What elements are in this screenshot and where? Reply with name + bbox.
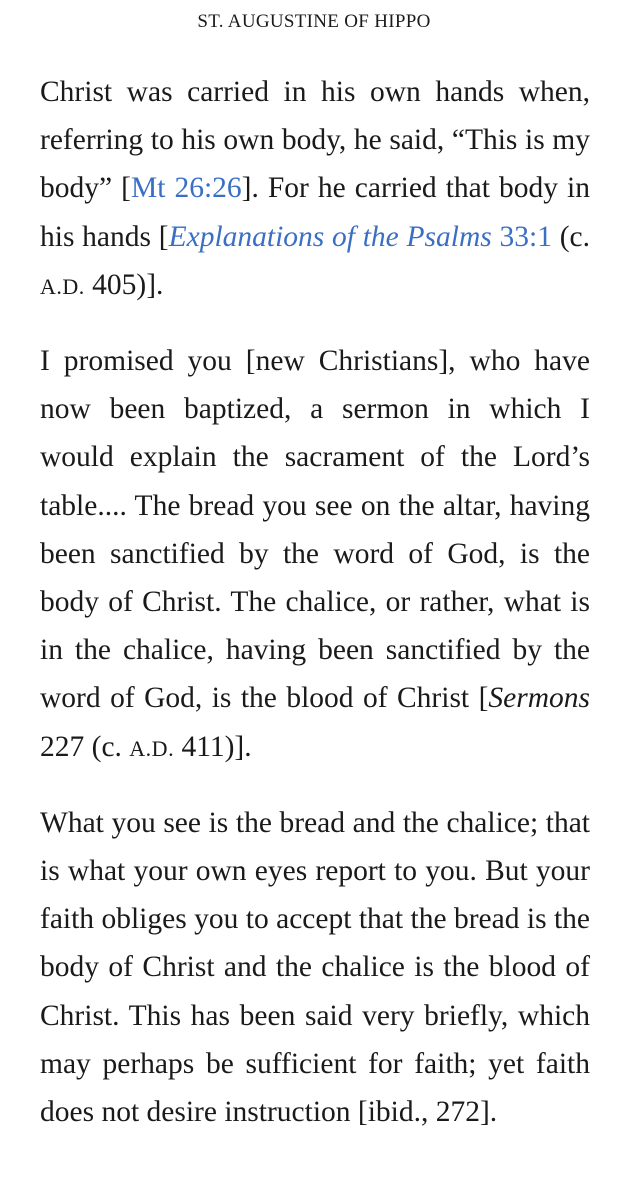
paragraph-text: 411)]. — [174, 730, 252, 763]
paragraph-text: 405)]. — [84, 268, 164, 301]
paragraph-1 — [40, 68, 590, 311]
scripture-reference-link[interactable]: Mt 26:26 — [130, 172, 242, 205]
citation-work-title: Explanations of the Psalms — [168, 220, 492, 253]
running-header: ST. AUGUSTINE OF HIPPO — [197, 11, 431, 32]
paragraph-3: What you see is the bread and the chalice; that is what your own eyes report to you. But your faith obliges you to accept that the bread is the body of Christ and the chalice is the blood of Christ. This has been said very briefly, which may perhaps be sufficient for faith; yet faith does not desire instruction [ibid., 272]. — [40, 806, 590, 1129]
paragraph-2 — [40, 337, 590, 773]
paragraph-text: Christ was carried in his own hands when, referring to his own body, he said, “This is my body” [ — [40, 76, 590, 205]
citation-work-title: Sermons — [488, 682, 590, 715]
paragraph-text: 227 (c. — [40, 730, 130, 763]
era-abbreviation: A.D. — [40, 273, 85, 299]
citation-section: 33:1 — [491, 220, 552, 253]
paragraph-text: ]. For he carried that body in his hands [ — [40, 172, 590, 253]
era-abbreviation: A.D. — [129, 735, 175, 761]
citation-link[interactable] — [169, 221, 552, 253]
paragraph-text: I promised you [new Christians], who have now been baptized, a sermon in which I would explain the sacrament of the Lord’s table.... The bread you see on the altar, having been sanctified by the word of God, is the body of Christ. The chalice, or rather, what is in the chalice, having been sanctified by the word of God, is the blood of Christ [ — [40, 345, 590, 715]
page-body — [40, 68, 590, 1162]
paragraph-text: (c. — [551, 220, 590, 253]
